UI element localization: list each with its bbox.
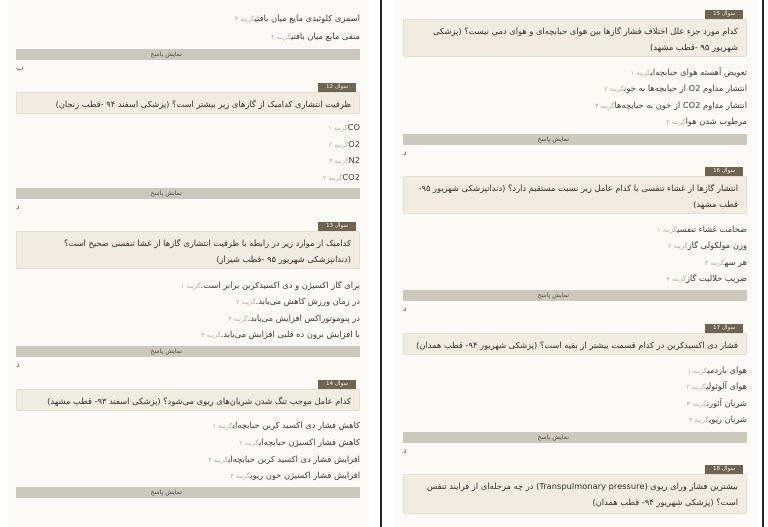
option-number: گزینه ۲ — [686, 383, 707, 391]
answer-letter: د — [16, 202, 20, 211]
question-box: انتشار گازها از غشاء تنفسی با کدام عامل زیر نسبت مستقیم دارد؟ (دندانپزشکی شهریور ۹۵- قطب مشهد) — [403, 176, 747, 214]
option-text: تعویض آهسته هوای حبابچه‌ای — [650, 67, 747, 77]
option-text: هوای آلوئولی — [706, 381, 747, 391]
option-text: با افزایش برون ده قلبی افزایش می‌یابد. — [220, 329, 360, 339]
option-item[interactable] — [177, 276, 360, 290]
option-number: گزینه ۳ — [228, 315, 248, 323]
option-text: شریان آئورت — [706, 398, 747, 408]
option-text: ضخامت غشاء تنفسی — [677, 224, 747, 234]
option-item[interactable] — [319, 168, 360, 182]
option-text: وزن مولکولی گاز — [687, 240, 747, 250]
option-number: گزینه ۴ — [688, 416, 709, 424]
right-page-border — [762, 0, 764, 527]
option-text: هر سه — [724, 257, 747, 267]
show-answer-button[interactable] — [403, 432, 747, 443]
show-answer-button[interactable] — [403, 290, 747, 301]
question-number-badge: سوال 14 — [318, 380, 356, 389]
show-answer-button[interactable] — [16, 346, 360, 357]
option-text: شریان ریوی — [708, 414, 747, 424]
option-text: CO2 — [342, 172, 360, 182]
option-item[interactable] — [685, 410, 747, 424]
option-text: انتشار مداوم CO2 از خون به حبابچه‌ها — [614, 100, 747, 110]
option-item[interactable] — [324, 118, 360, 132]
question-box: بیشترین فشار ورای ریوی (Transpulmonary pressure) در چه مرحله‌ای از فرایند تنفس است؟ (پزشکی شهریور ۹۴- قطب همدان) — [403, 474, 747, 514]
question-box: ظرفیت انتشاری کدامیک از گازهای زیر بیشتر است؟ (پزشکی اسفند ۹۴ -قطب زنجان) — [16, 92, 360, 114]
option-number: گزینه ۱ — [687, 367, 708, 375]
option-number: گزینه ۲ — [236, 298, 256, 306]
answer-letter: د — [403, 148, 407, 157]
option-number: گزینه ۱ — [181, 282, 201, 290]
question-number-badge: سوال 13 — [318, 222, 356, 231]
answer-letter: ب — [16, 63, 24, 72]
show-answer-button[interactable] — [16, 49, 360, 60]
option-number: گزینه ۴ — [270, 33, 291, 41]
question-box: فشار دی اکسیدکربن در کدام قسمت بیشتر از بقیه است؟ (پزشکی شهریور ۹۴- قطب همدان) — [403, 333, 747, 355]
answer-letter: د — [403, 446, 407, 455]
option-number: گزینه ۲ — [328, 141, 349, 149]
option-item[interactable] — [600, 79, 747, 93]
option-item[interactable] — [701, 253, 747, 267]
option-number: گزینه ۴ — [201, 331, 221, 339]
option-text: O2 — [348, 139, 360, 149]
option-text: هوای بازدمی — [707, 365, 747, 375]
option-item[interactable] — [653, 220, 747, 234]
show-answer-label: نمایش پاسخ — [150, 190, 182, 197]
show-answer-label: نمایش پاسخ — [150, 51, 182, 58]
option-item[interactable] — [224, 309, 360, 323]
show-answer-button[interactable] — [403, 134, 747, 145]
option-item[interactable] — [591, 96, 747, 110]
show-answer-label: نمایش پاسخ — [537, 136, 569, 143]
option-text: برای گاز اکسیژن و دی اکسیدکربن برابر است. — [200, 280, 360, 290]
option-number: گزینه ۴ — [322, 174, 343, 182]
answer-letter: د — [403, 304, 407, 313]
option-number: گزینه ۴ — [230, 472, 251, 480]
option-item[interactable] — [664, 236, 747, 250]
show-answer-label: نمایش پاسخ — [537, 292, 569, 299]
show-answer-label: نمایش پاسخ — [150, 348, 182, 355]
question-box: کدام مورد جزء علل اختلاف فشار گازها بین هوای حبابچه‌ای و هوای دمی نیست؟ (پزشکی شهریور ۹۵ -قطب مشهد) — [403, 19, 747, 57]
option-text: مرطوب شدن هوا — [685, 116, 747, 126]
option-item[interactable] — [325, 151, 360, 165]
option-number: گزینه ۳ — [704, 259, 725, 267]
option-item[interactable] — [662, 112, 747, 126]
question-number-badge: سوال 17 — [705, 324, 743, 333]
option-number: گزینه ۳ — [328, 157, 349, 165]
show-answer-button[interactable] — [16, 188, 360, 199]
option-number: گزینه ۴ — [666, 275, 686, 283]
option-text: در زمان ورزش کاهش می‌یابد. — [255, 296, 360, 306]
option-item[interactable] — [204, 450, 360, 464]
option-item[interactable] — [683, 394, 747, 408]
option-text: CO — [347, 122, 360, 132]
option-text: ضریب حلالیت گاز — [685, 273, 747, 283]
option-number: گزینه ۲ — [604, 85, 625, 93]
option-number: گزینه ۲ — [668, 242, 688, 250]
option-text: افزایش فشار دی اکسید کربن حبابچه‌ای — [228, 454, 360, 464]
option-item[interactable] — [235, 433, 360, 447]
show-answer-label: نمایش پاسخ — [537, 434, 569, 441]
option-item[interactable] — [627, 63, 747, 77]
question-number-badge: سوال 18 — [705, 465, 743, 474]
option-number: گزینه ۱ — [328, 124, 348, 132]
option-item[interactable] — [231, 9, 360, 23]
show-answer-label: نمایش پاسخ — [150, 489, 182, 496]
option-number: گزینه ۱ — [657, 226, 678, 234]
question-number-badge: سوال 15 — [705, 10, 743, 19]
option-number: گزینه ۳ — [594, 102, 615, 110]
option-item[interactable] — [232, 292, 360, 306]
option-item[interactable] — [197, 325, 360, 339]
option-number: گزینه ۱ — [630, 69, 651, 77]
option-text: منفی مایع میان بافتی — [290, 31, 360, 41]
option-number: گزینه ۳ — [208, 456, 229, 464]
question-number-badge: سوال 12 — [318, 83, 356, 92]
option-item[interactable] — [267, 27, 360, 41]
option-number: گزینه ۲ — [239, 439, 260, 447]
left-page — [8, 0, 370, 527]
show-answer-button[interactable] — [16, 487, 360, 498]
option-text: کاهش فشار اکسیژن حبابچه‌ای — [259, 437, 360, 447]
option-text: اسمزی کلوئیدی مایع میان بافتی — [254, 13, 360, 23]
option-number: گزینه ۴ — [666, 118, 686, 126]
option-item[interactable] — [209, 416, 360, 430]
option-item[interactable] — [662, 269, 747, 283]
question-box: کدامیک از موارد زیر در رابطه با ظرفیت انتشاری گازها از غشا تنفسی صحیح است؟ (دندانپزشکی شهریور ۹۵ -قطب شیراز) — [16, 231, 360, 269]
option-text: افزایش فشار اکسیژن خون ریوی — [250, 470, 360, 480]
option-text: انتشار مداوم O2 از حبابچه‌ها به خون — [624, 83, 747, 93]
option-item[interactable] — [683, 361, 747, 375]
question-box: کدام عامل موجب تنگ شدن شریان‌های ریوی می‌شود؟ (پزشکی اسفند ۹۳- قطب مشهد) — [16, 389, 360, 411]
option-item[interactable] — [325, 135, 360, 149]
option-number: گزینه ۳ — [686, 400, 707, 408]
question-number-badge: سوال 16 — [705, 167, 743, 176]
option-text: N2 — [348, 155, 360, 165]
answer-letter: د — [16, 360, 20, 369]
option-text: کاهش فشار دی اکسید کربن حبابچه‌ای — [232, 420, 360, 430]
left-page-border — [380, 0, 382, 527]
option-item[interactable] — [226, 466, 360, 480]
right-page — [395, 0, 757, 527]
option-number: گزینه ۳ — [234, 15, 255, 23]
option-number: گزینه ۱ — [212, 422, 233, 430]
option-text: در پنوموتوراکس افزایش می‌یابد. — [247, 313, 360, 323]
option-item[interactable] — [682, 377, 747, 391]
